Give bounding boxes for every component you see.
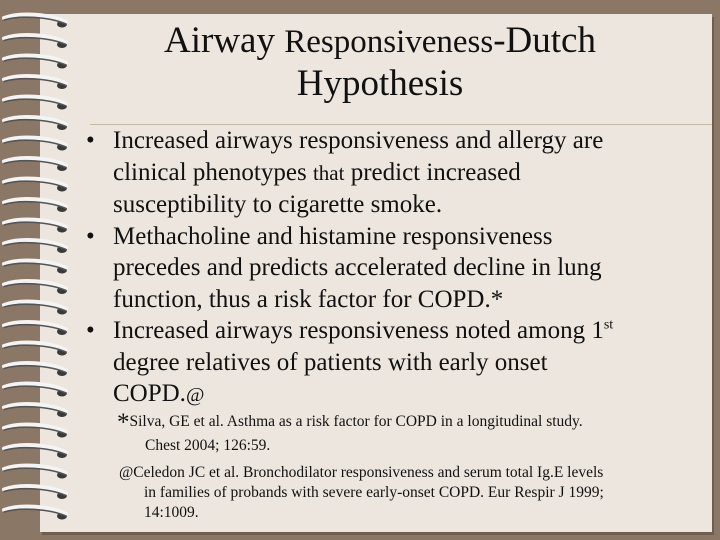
spiral-ring [4, 507, 67, 520]
spiral-ring [4, 384, 67, 397]
bullet-3-line-3 [113, 378, 710, 412]
bullet-1-text-c: predict increased [350, 158, 521, 186]
slide-title [90, 20, 670, 105]
spiral-ring [4, 220, 67, 233]
spiral-ring [4, 404, 67, 417]
bullet-3-text: Increased airways responsiveness noted among 1 [113, 317, 604, 344]
superscript-st: st [603, 317, 614, 333]
spiral-ring [4, 322, 67, 335]
reference-2-line-1: @Celedon JC et al. Bronchodilator responsiveness and serum total Ig.E levels [119, 464, 604, 481]
spiral-binding [0, 0, 80, 540]
bullet-3-line-2: degree relatives of patients with early onset [113, 348, 548, 376]
spiral-ring [4, 363, 67, 376]
references [117, 410, 707, 523]
spiral-ring [4, 56, 67, 69]
bullet-list [80, 125, 710, 412]
bullet-dot: • [86, 127, 95, 154]
reference-2-line-3: 14:1009. [144, 504, 199, 521]
reference-2-line-2: in families of probands with severe early-onset COPD. Eur Respir J 1999; [144, 484, 604, 501]
title-word-responsiveness: Responsiveness [284, 24, 494, 60]
bullet-dot: • [86, 317, 95, 344]
spiral-ring [4, 281, 67, 294]
bullet-item-3 [80, 315, 710, 412]
bullet-3-copd: COPD. [113, 380, 186, 407]
bullet-2-line-1: Methacholine and histamine responsiveness [113, 222, 553, 250]
title-word-dutch: -Dutch [493, 20, 596, 61]
title-line-2: Hypothesis [296, 63, 464, 105]
reference-1-cont: Chest 2004; 126:59. [145, 437, 271, 454]
bullet-1-text-b: that [312, 160, 345, 185]
reference-1 [117, 410, 707, 435]
spiral-ring [4, 179, 67, 192]
bullet-1-text-a: clinical phenotypes [113, 158, 307, 186]
bullet-item-2 [80, 221, 710, 316]
spiral-ring [4, 445, 67, 458]
spiral-ring [4, 35, 67, 48]
title-word-airway: Airway [164, 20, 275, 61]
spiral-ring [4, 261, 67, 274]
spiral-ring [4, 486, 67, 499]
bullet-1-line-2 [113, 157, 710, 190]
bullet-dot: • [86, 222, 95, 250]
bullet-2-line-2: precedes and predicts accelerated decline in lung [113, 254, 602, 281]
reference-star: * [117, 409, 130, 436]
bullet-3-line-1 [113, 315, 710, 347]
spiral-ring [4, 158, 67, 171]
spiral-ring [4, 425, 67, 438]
spiral-ring [4, 466, 67, 479]
title-line-1 [90, 20, 670, 61]
at-marker: @ [185, 384, 205, 406]
bullet-1-line-1: Increased airways responsiveness and allergy are [113, 127, 604, 154]
bullet-1-line-3: susceptibility to cigarette smoke. [113, 191, 443, 218]
spiral-ring [4, 15, 67, 28]
bullet-item-1 [80, 125, 710, 221]
spiral-ring [4, 117, 67, 130]
reference-1-text: Silva, GE et al. Asthma as a risk factor for COPD in a longitudinal study. [129, 413, 583, 430]
spiral-ring [4, 138, 67, 151]
bullet-2-line-3: function, thus a risk factor for COPD.* [113, 285, 504, 313]
spiral-ring [4, 97, 67, 110]
spiral-ring [4, 199, 67, 212]
spiral-ring [4, 302, 67, 315]
spiral-ring [4, 343, 67, 356]
reference-2 [117, 463, 707, 523]
spiral-ring [4, 240, 67, 253]
spiral-ring [4, 76, 67, 89]
